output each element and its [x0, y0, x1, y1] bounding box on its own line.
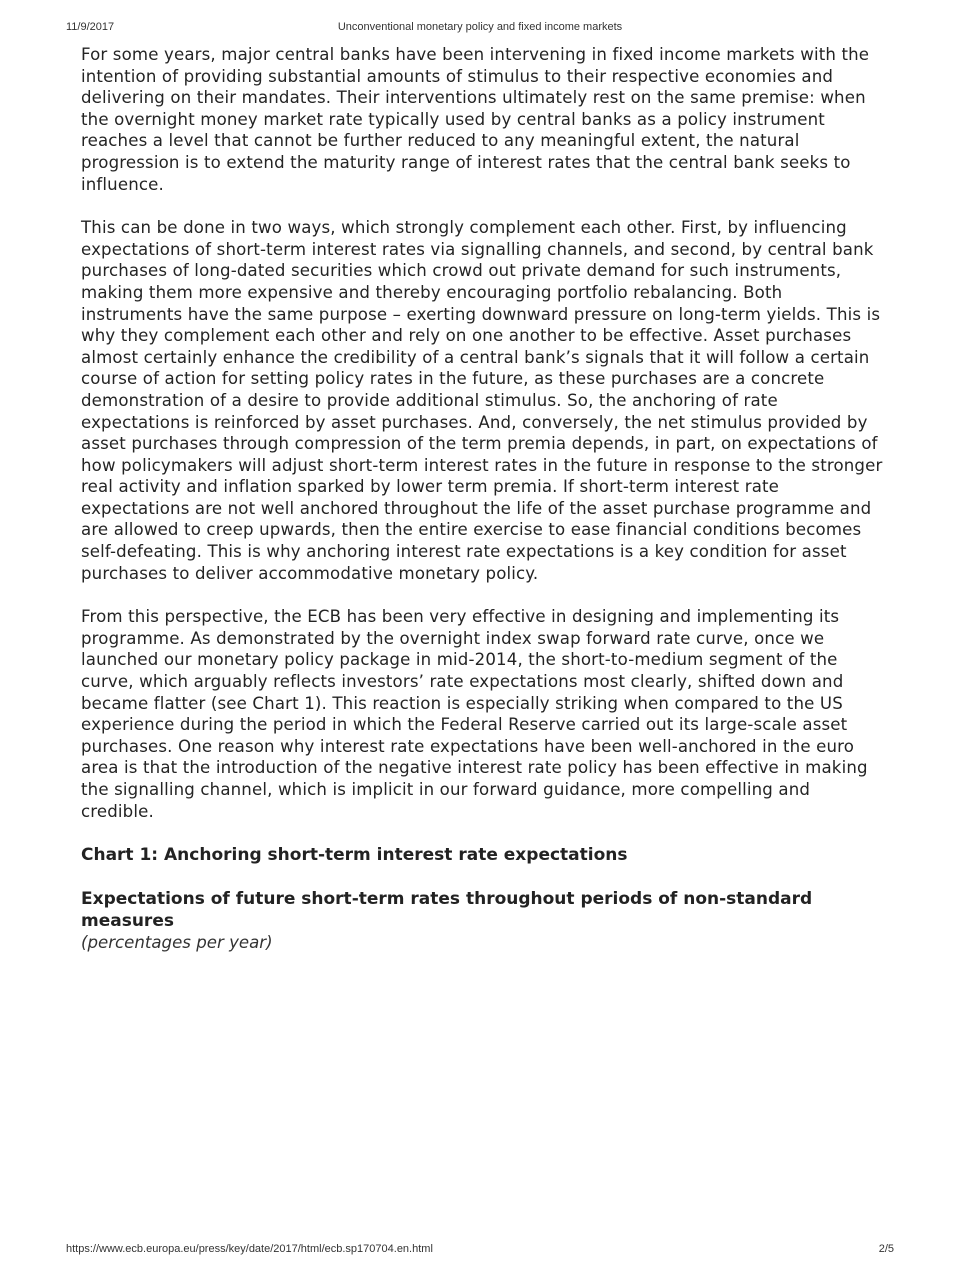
chart-units: (percentages per year): [81, 933, 273, 953]
chart-subheading: Expectations of future short-term rates throughout periods of non-standard measures: [81, 889, 813, 932]
paragraph: This can be done in two ways, which strongly complement each other. First, by influencing expectations of short-term interest rates via signalling channels, and second, by central bank purchases of long-dated securities which crowd out private demand for such instruments, making them more expensive and thereby encouraging portfolio rebalancing. Both instruments have the same purpose – exerting downward pressure on long-term yields. This is why they complement each other and rely on one another to be effective. Asset purchases almost certainly enhance the credibility of a central bank’s signals that it will follow a certain course of action for setting policy rates in the future, as these purchases are a concrete demonstration of a desire to provide additional stimulus. So, the anchoring of rate expectations is reinforced by asset purchases. And, conversely, the net stimulus provided by asset purchases through compression of the term premia depends, in part, on expectations of how policymakers will adjust short-term interest rates in the future in response to the stronger real activity and inflation sparked by lower term premia. If short-term interest rate expectations are not well anchored throughout the life of the asset purchase programme and are allowed to creep upwards, then the entire exercise to ease financial conditions becomes self-defeating. This is why anchoring interest rate expectations is a key condition for asset purchases to deliver accommodative monetary policy.: [81, 218, 883, 583]
paragraph: For some years, major central banks have been intervening in fixed income markets with the intention of providing substantial amounts of stimulus to their respective economies and delivering on their mandates. Their interventions ultimately rest on the same premise: when the overnight money market rate typically used by central banks as a policy instrument reaches a level that cannot be further reduced to any meaningful extent, the natural progression is to extend the maturity range of interest rates that the central bank seeks to influence.: [81, 45, 870, 194]
page-footer: [66, 1243, 894, 1259]
page-header: [66, 21, 894, 37]
article-body: [81, 44, 887, 954]
page-title: Unconventional monetary policy and fixed income markets: [337, 21, 623, 33]
paragraph: From this perspective, the ECB has been very effective in designing and implementing its programme. As demonstrated by the overnight index swap forward rate curve, once we launched our monetary policy package in mid-2014, the short-to-medium segment of the curve, which arguably reflects investors’ rate expectations most clearly, shifted down and became flatter (see Chart 1). This reaction is especially striking when compared to the US experience during the period in which the Federal Reserve carried out its large-scale asset purchases. One reason why interest rate expectations have been well-anchored in the euro area is that the introduction of the negative interest rate policy has been effective in making the signalling channel, which is implicit in our forward guidance, more compelling and credible.: [81, 607, 868, 821]
chart-heading: Chart 1: Anchoring short-term interest rate expectations: [81, 845, 628, 866]
page-number: 2/5: [878, 1243, 894, 1255]
print-date: 11/9/2017: [66, 21, 115, 33]
chart-placeholder: [81, 1015, 887, 1215]
page-url[interactable]: https://www.ecb.europa.eu/press/key/date/2017/html/ecb.sp170704.en.html: [66, 1243, 433, 1255]
